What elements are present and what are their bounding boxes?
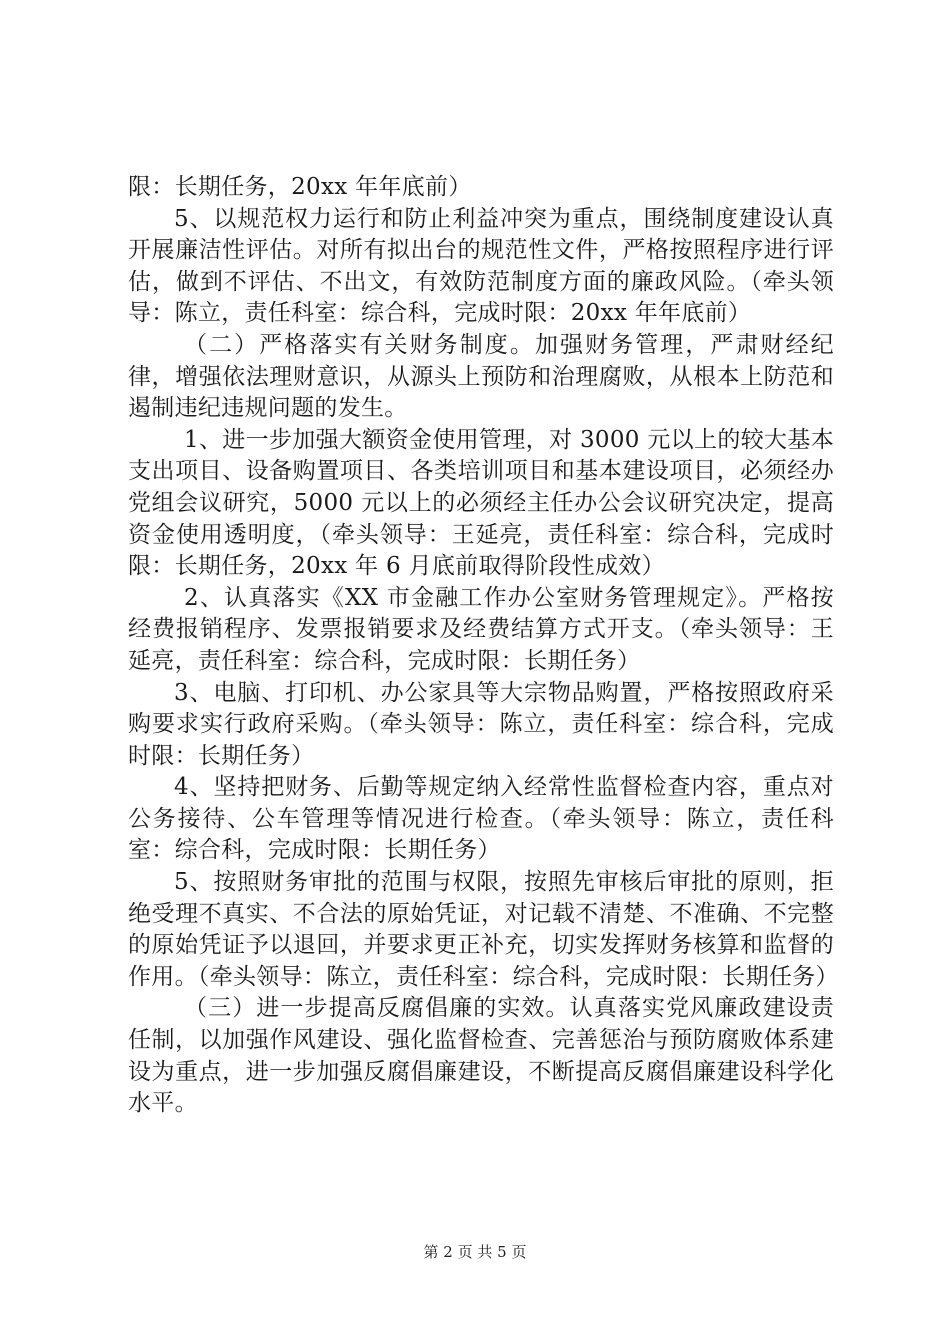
paragraph-continuation: 限：长期任务，20xx 年年底前） xyxy=(128,174,472,200)
paragraph-item-5-approval: 5、按照财务审批的范围与权限，按照先审核后审批的原则，拒绝受理不真实、不合法的原始凭证，对记载不清楚、不准确、不完整的原始凭证予以退回，并要求更正补充，切实发挥财务核算和监督的作用。（牵头领导：陈立，责任科室：综合科，完成时限：长期任务） xyxy=(128,869,839,990)
paragraph-section-3-heading: （三）进一步提高反腐倡廉的实效。认真落实党风廉政建设责任制，以加强作风建设、强化监督检查、完善惩治与预防腐败体系建设为重点，进一步加强反腐倡廉建设，不断提高反腐倡廉建设科学化水平。 xyxy=(128,995,834,1117)
page-number-footer: 第 2 页 共 5 页 xyxy=(423,1243,527,1261)
paragraph-item-3-procurement: 3、电脑、打印机、办公家具等大宗物品购置，严格按照政府采购要求实行政府采购。（牵头领导：陈立，责任科室：综合科，完成时限：长期任务） xyxy=(128,679,834,769)
paragraph-item-4-supervision: 4、坚持把财务、后勤等规定纳入经常性监督检查内容，重点对公务接待、公车管理等情况进行检查。（牵头领导：陈立，责任科室：综合科，完成时限：长期任务） xyxy=(128,774,834,864)
paragraph-item-1-funds: 1、进一步加强大额资金使用管理，对 3000 元以上的较大基本支出项目、设备购置项目、各类培训项目和基本建设项目，必须经办党组会议研究，5000 元以上的必须经主任办公会议研究决定，提高资金使用透明度，（牵头领导：王延亮，责任科室：综合科，完成时限：长期任务，20xx 年 6 月底前取得阶段性成效） xyxy=(128,426,834,580)
document-body xyxy=(128,172,839,1120)
paragraph-section-2-heading: （二）严格落实有关财务制度。加强财务管理，严肃财经纪律，增强依法理财意识，从源头上预防和治理腐败，从根本上防范和遏制违纪违规问题的发生。 xyxy=(128,331,834,422)
paragraph-item-5-evaluation: 5、以规范权力运行和防止利益冲突为重点，围绕制度建设认真开展廉洁性评估。对所有拟出台的规范性文件，严格按照程序进行评估，做到不评估、不出文，有效防范制度方面的廉政风险。（牵头领导：陈立，责任科室：综合科，完成时限：20xx 年年底前） xyxy=(128,205,834,327)
paragraph-item-2-finance-rules: 2、认真落实《XX 市金融工作办公室财务管理规定》。严格按经费报销程序、发票报销要求及经费结算方式开支。（牵头领导：王延亮，责任科室：综合科，完成时限：长期任务） xyxy=(128,584,834,674)
